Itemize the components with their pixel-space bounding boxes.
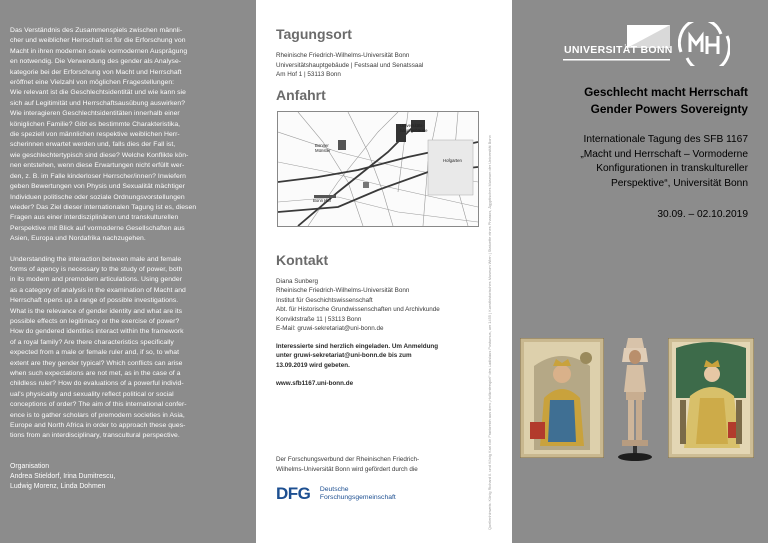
- middle-panel: [256, 0, 512, 543]
- image-credit-text: Quellenhinweis: König Richard II. und König Karl von Frankreich aus dem „Hofämterspiel“ des Ladislaus Postumus, um 1455 | Kunsthistorisches Museum Wien | Statuette eines Pharaos, Ägyptisches Museum der Universität Bonn: [487, 135, 492, 530]
- contact-heading: Kontakt: [276, 251, 329, 268]
- left-panel: [0, 0, 256, 543]
- directions-heading: Anfahrt: [276, 86, 326, 103]
- map-label-hofgarten: Hofgarten: [443, 158, 462, 163]
- map-label-university: Universitäts- hauptgebäude: [400, 123, 428, 133]
- contact-text: Diana Sunberg Rheinische Friedrich-Wilhelms-Universität Bonn Institut für Geschichtswissenschaft Abt. für Historische Grundwissenschaften und Archivkunde Konviktstraße 11 | 53113 Bonn E-Mail: gruwi-sekretariat@uni-bonn.de: [276, 277, 440, 332]
- pharaoh-statuette-image: [614, 330, 656, 464]
- university-name: UNIVERSITÄT BONN: [564, 44, 673, 56]
- venue-text: Rheinische Friedrich-Wilhelms-Universität Bonn Universitätshauptgebäude | Festsaal und Senatssaal Am Hof 1 | 53113 Bonn: [276, 52, 424, 78]
- map-label-minster: Bonner Münster: [315, 143, 331, 153]
- map-label-station: Bonn Hbf: [313, 198, 331, 203]
- sfb-mh-logo-icon: [678, 22, 730, 66]
- funding-text: Der Forschungsverbund der Rheinischen Friedrich- Wilhelms-Universität Bonn wird gefördert durch die: [276, 456, 420, 473]
- queen-card-image: [668, 338, 754, 458]
- organisation-text: Organisation Andrea Stieldorf, Irina Dumitrescu, Ludwig Morenz, Linda Dohmen: [10, 463, 116, 490]
- image-credit: [487, 135, 501, 530]
- directions-map: [277, 111, 479, 227]
- king-card-image: [520, 338, 604, 458]
- invitation-text: Interessierte sind herzlich eingeladen. Um Anmeldung unter gruwi-sekretariat@uni-bonn.de bis zum 13.09.2019 wird gebeten.: [276, 342, 439, 369]
- conference-title: Geschlecht macht Herrschaft Gender Powers Sovereignty: [584, 85, 748, 116]
- german-text: Das Verständnis des Zusammenspiels zwischen männli- cher und weiblicher Herrschaft ist für die Erforschung von Macht in ihren modernen sowie vormodernen Ausprägung en notwendig. Die Verwendung des gender als Analyse- kategorie bei der Erforschung von Macht und Herrschaft eröffnet eine Vielzahl von möglichen Fragestellungen: Wie relevant ist die Geschlechtsidentität und wie kann sie sich auf Legitimität und Herrschaftsausübung auswirken? Wie interagieren Geschlechtsidentitäten innerhalb einer königlichen Familie? Gibt es bestimmte Charakteristika, die speziell von männlichen respektive weiblichen Herr- scherinnen erwartet werden und, falls dies der Fall ist, wie geschlechtertypisch sind diese? Welche Konflikte kön- nen entstehen, wenn diese Erwartungen nicht erfüllt wer- den, z. B. im Falle kinderloser Herrscher/innen? Inwiefern geben Bewertungen von Physis und Sexualität mächtiger Individuen politische oder soziale Ordnungsvorstellungen wieder? Das Ziel dieser internationalen Tagung ist es, diesen Fragen aus einer interdisziplinären und transkulturellen Perspektive mit Blick auf vormoderne Gesellschaften aus Asien, Europa und Nordafrika nachzugehen.: [10, 27, 197, 243]
- website-link[interactable]: www.sfb1167.uni-bonn.de: [276, 380, 354, 387]
- venue-heading: Tagungsort: [276, 26, 352, 42]
- english-text: Understanding the interaction between male and female forms of agency is necessary to the study of power, both in its modern and premodern articulations. Using gender as a category of analysis in the examination of Macht and Herrschaft opens up a range of possible investigations. What is the relevance of gender identity and what are its possible effects on legitimacy or the exercise of power? How do gendered identities interact within the framework of a royal family? Are there characteristics specifically expected from a male or female ruler and, if so, to what extent are they gender typical? Which conflicts can arise when such expectations are not met, as in the case of a childless ruler? How do evaluations of a powerful individ- ual's physicality and sexuality reflect political or social conceptions of order? The aim of this international confer- ence is to gather scholars of premodern societies in Asia, Europe and North Africa in order to approach these ques- tions from an interdisciplinary, transcultural perspective.: [10, 255, 187, 440]
- dfg-full-name: Deutsche Forschungsgemeinschaft: [319, 485, 396, 501]
- dfg-abbreviation: DFG: [276, 484, 311, 503]
- conference-subtitle: Internationale Tagung des SFB 1167 „Macht und Herrschaft – Vormoderne Konfigurationen in transkultureller Perspektive“, Universität Bonn: [580, 134, 748, 189]
- dfg-logo: [276, 484, 396, 504]
- conference-dates: 30.09. – 02.10.2019: [657, 209, 748, 220]
